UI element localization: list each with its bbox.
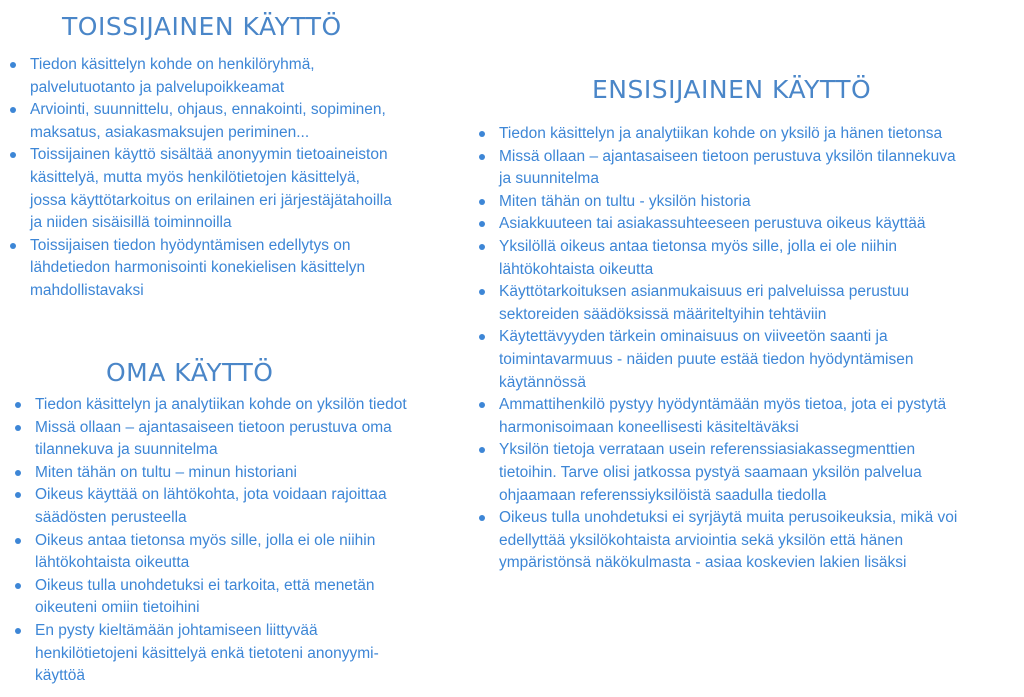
bullet-text-line: lähdetiedon harmonisointi konekielisen käsittelyn [30,259,366,277]
primary-use-title: ENSISIJAINEN KÄYTTÖ [592,75,872,104]
bullet-text-line: ja suunnitelma [499,170,599,188]
primary-use-list [475,123,1020,575]
own-bullet-item [11,484,481,529]
bullet-text-line: ohjaamaan referenssiyksilöistä saadulla tiedolla [499,486,827,504]
own-bullet-item [11,394,481,417]
primary-bullet-item [475,326,1020,394]
bullet-text-line: Ammattihenkilö pystyy hyödyntämään myös tietoa, jota ei pystytä [499,396,947,414]
bullet-text-line: sektoreiden säädöksissä määriteltyihin tehtäviin [499,305,827,323]
bullet-text-line: käytännössä [499,373,587,391]
bullet-text-line: Oikeus antaa tietonsa myös sille, jolla ei ole niihin [35,531,376,549]
bullet-text-line: lähtökohtaista oikeutta [35,554,190,572]
own-use-title: OMA KÄYTTÖ [106,358,274,387]
primary-bullet-item [475,236,1020,281]
primary-bullet-item [475,123,1020,146]
bullet-text-line: tilannekuva ja suunnitelma [35,441,218,459]
bullet-text-line: Tiedon käsittelyn ja analytiikan kohde on yksilö ja hänen tietonsa [499,125,943,142]
own-bullet-item [11,462,481,485]
bullet-text-line: toimintavarmuus - näiden puute estää tiedon hyödyntämisen [499,350,914,368]
bullet-text-line: Tiedon käsittelyn ja analytiikan kohde on yksilön tiedot [35,396,407,413]
bullet-text-line: Käytettävyyden tärkein ominaisuus on viiveetön saanti ja [499,328,888,346]
bullet-text-line: mahdollistavaksi [30,281,144,299]
bullet-text-line: lähtökohtaista oikeutta [499,260,654,278]
bullet-text-line: Oikeus tulla unohdetuksi ei syrjäytä muita perusoikeuksia, mikä voi [499,509,958,527]
bullet-text-line: Yksilöllä oikeus antaa tietonsa myös sille, jolla ei ole niihin [499,237,898,255]
bullet-text-line: En pysty kieltämään johtamiseen liittyvää [35,621,318,639]
primary-bullet-item [475,213,1020,236]
bullet-text-line: Toissijainen käyttö sisältää anonyymin tietoaineiston [30,146,388,164]
secondary-bullet-item [6,144,476,234]
bullet-text-line: ympäristönsä näkökulmasta - asiaa koskevien lakien lisäksi [499,554,907,572]
bullet-text-line: Asiakkuuteen tai asiakassuhteeseen perustuva oikeus käyttää [499,215,926,233]
bullet-text-line: käyttöä [35,667,85,685]
bullet-text-line: Yksilön tietoja verrataan usein referenssiasiakassegmenttien [499,441,916,459]
primary-bullet-item [475,394,1020,439]
primary-bullet-item [475,191,1020,214]
bullet-text-line: ja niiden sisäisillä toiminnoilla [30,214,232,232]
bullet-text-line: Miten tähän on tultu – minun historiani [35,463,297,481]
bullet-text-line: tietoihin. Tarve olisi jatkossa pystyä saamaan yksilön palvelua [499,463,922,481]
bullet-text-line: edellyttää yksilökohtaista arviointia sekä yksilön että hänen [499,531,904,549]
bullet-text-line: jossa käyttötarkoitus on erilainen eri järjestäjätahoilla [30,191,392,209]
bullet-text-line: Missä ollaan – ajantasaiseen tietoon perustuva yksilön tilannekuva [499,147,956,165]
bullet-text-line: Miten tähän on tultu - yksilön historia [499,192,751,210]
primary-bullet-item [475,439,1020,507]
bullet-text-line: käsittelyä, mutta myös henkilötietojen käsittelyä, [30,168,360,186]
secondary-bullet-item [6,54,476,99]
bullet-text-line: palvelutuotanto ja palvelupoikkeamat [30,78,285,96]
bullet-text-line: Oikeus tulla unohdetuksi ei tarkoita, että menetän [35,576,375,594]
own-bullet-item [11,575,481,620]
bullet-text-line: Käyttötarkoituksen asianmukaisuus eri palveluissa perustuu [499,283,910,301]
bullet-text-line: Arviointi, suunnittelu, ohjaus, ennakointi, sopiminen, [30,101,386,119]
bullet-text-line: harmonisoimaan koneellisesti käsiteltäväksi [499,418,799,436]
secondary-bullet-item [6,99,476,144]
own-bullet-item [11,417,481,462]
bullet-text-line: Oikeus käyttää on lähtökohta, jota voidaan rajoittaa [35,486,387,504]
primary-bullet-item [475,281,1020,326]
bullet-text-line: henkilötietojeni käsittelyä enkä tietoteni anonyymi- [35,644,379,662]
bullet-text-line: Missä ollaan – ajantasaiseen tietoon perustuva oma [35,418,392,436]
bullet-text-line: säädösten perusteella [35,508,187,526]
secondary-bullet-item [6,235,476,303]
own-use-list [11,394,481,688]
bullet-text-line: Toissijaisen tiedon hyödyntämisen edellytys on [30,236,351,254]
own-bullet-item [11,530,481,575]
primary-bullet-item [475,507,1020,575]
bullet-text-line: maksatus, asiakasmaksujen periminen... [30,123,310,141]
primary-bullet-item [475,146,1020,191]
secondary-use-title: TOISSIJAINEN KÄYTTÖ [62,12,342,41]
bullet-text-line: oikeuteni omiin tietoihini [35,599,200,617]
bullet-text-line: Tiedon käsittelyn kohde on henkilöryhmä, [30,56,315,73]
secondary-use-list [6,54,476,303]
own-bullet-item [11,620,481,688]
